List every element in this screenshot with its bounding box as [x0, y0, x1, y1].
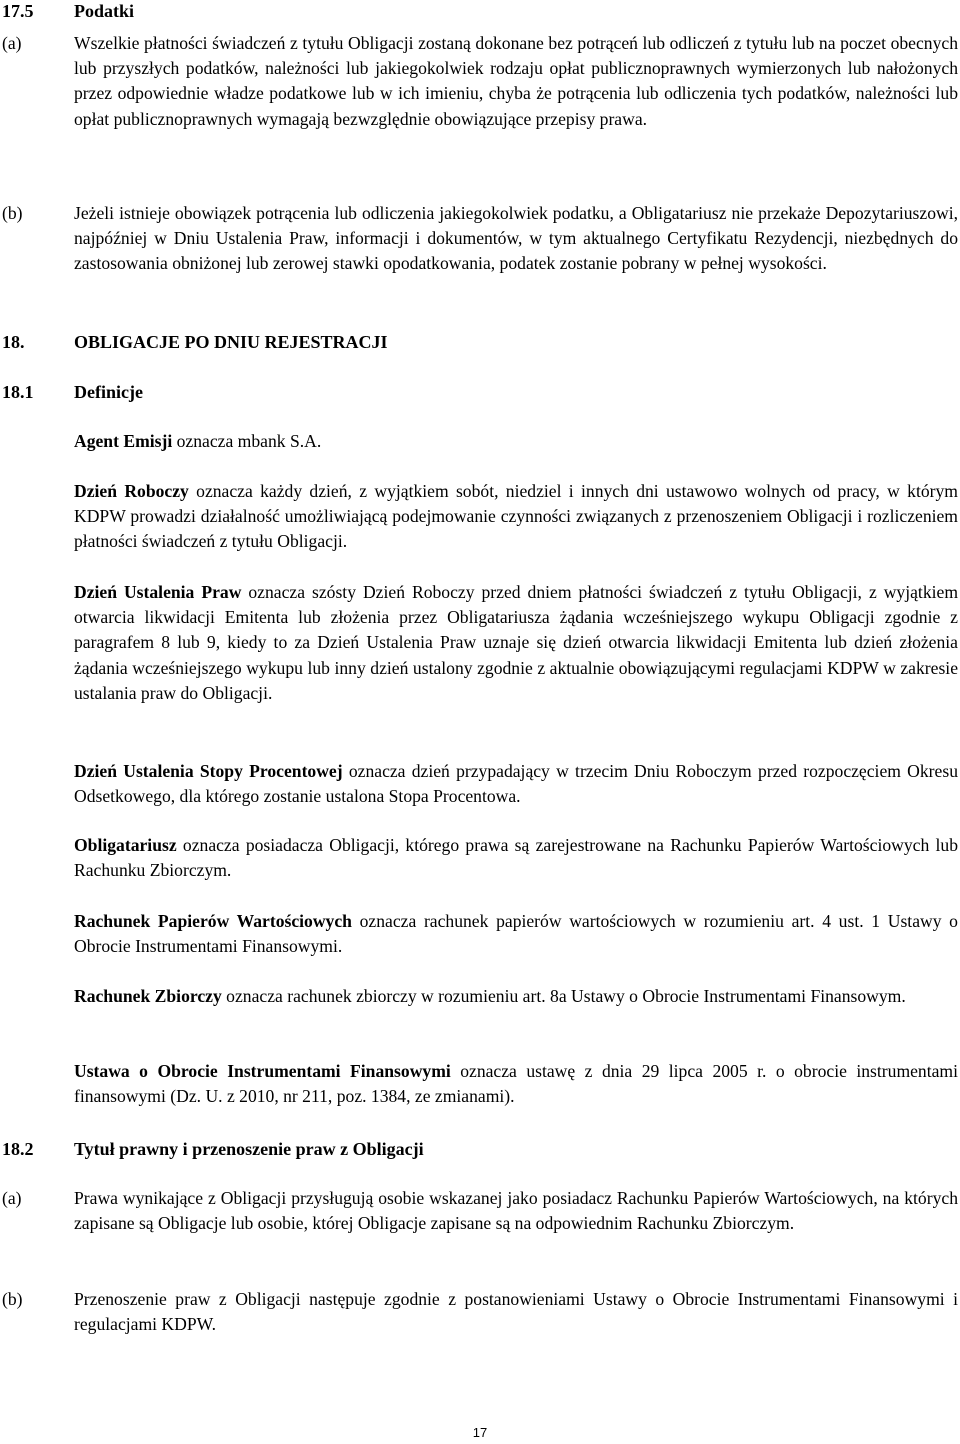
definition-dzien-ustalenia-praw — [74, 580, 958, 706]
item-a-label: (a) — [2, 1188, 22, 1208]
section-17-5-number: 17.5 — [2, 1, 34, 21]
page-number: 17 — [472, 1425, 488, 1440]
section-18-title: OBLIGACJE PO DNIU REJESTRACJI — [74, 332, 388, 352]
definition-text: oznacza każdy dzień, z wyjątkiem sobót, niedziel i innych dni ustawowo wolnych od pracy, w którym KDPW prowadzi działalność umożliwiającą podejmowanie czynności związanych z przenoszeniem Obligacji i rozliczeniem płatności świadczeń z tytułu Obligacji. — [74, 481, 958, 552]
definition-term: Dzień Roboczy — [74, 481, 189, 501]
definition-term: Dzień Ustalenia Stopy Procentowej — [74, 761, 343, 781]
definition-term: Ustawa o Obrocie Instrumentami Finansowymi — [74, 1061, 451, 1081]
definition-ustawa — [74, 1059, 958, 1109]
item-a-label: (a) — [2, 33, 22, 53]
definition-term: Agent Emisji — [74, 431, 173, 451]
item-a-text: Prawa wynikające z Obligacji przysługują osobie wskazanej jako posiadacz Rachunku Papierów Wartościowych, na których zapisane są Obligacje lub osobie, której Obligacje zapisane są na odpowiednim Rachunku Zbiorczym. — [74, 1188, 958, 1234]
definition-text: oznacza posiadacza Obligacji, którego prawa są zarejestrowane na Rachunku Papierów Wartościowych lub Rachunku Zbiorczym. — [74, 835, 958, 881]
definition-text: oznacza ustawę z dnia 29 lipca 2005 r. o obrocie instrumentami finansowymi (Dz. U. z 2010, nr 211, poz. 1384, ze zmianami). — [74, 1061, 958, 1107]
item-a-text: Wszelkie płatności świadczeń z tytułu Obligacji zostaną dokonane bez potrąceń lub odliczeń z tytułu lub na poczet obecnych lub przyszłych podatków, należności lub jakiegokolwiek rodzaju opłat publicznoprawnych wymierzonych lub nałożonych przez odpowiednie władze podatkowe lub w ich imieniu, chyba że potrącenia lub odliczenia tych podatków, należności lub opłat publicznoprawnych wymagają bezwzględnie obowiązujące przepisy prawa. — [74, 33, 958, 129]
definition-text: oznacza rachunek zbiorczy w rozumieniu art. 8a Ustawy o Obrocie Instrumentami Finansowym. — [221, 986, 906, 1006]
definition-dzien-ustalenia-stopy — [74, 759, 958, 809]
item-b-label: (b) — [2, 203, 23, 223]
section-18-1-title: Definicje — [74, 382, 143, 402]
definition-obligatariusz — [74, 833, 958, 883]
item-b-label: (b) — [2, 1289, 23, 1309]
definition-text: oznacza szósty Dzień Roboczy przed dniem płatności świadczeń z tytułu Obligacji, z wyjątkiem otwarcia likwidacji Emitenta lub złożenia przez Obligatariusza żądania wcześniejszego wykupu Obligacji zgodnie z paragrafem 8 lub 9, kiedy to za Dzień Ustalenia Praw uznaje się dzień otwarcia likwidacji Emitenta lub dzień złożenia żądania wcześniejszego wykupu lub inny dzień ustalony zgodnie z aktualnie obowiązującymi regulacjami KDPW w zakresie ustalania praw do Obligacji. — [74, 582, 958, 703]
definition-term: Obligatariusz — [74, 835, 177, 855]
definition-term: Dzień Ustalenia Praw — [74, 582, 242, 602]
definition-term: Rachunek Zbiorczy — [74, 986, 222, 1006]
definition-rachunek-papierow — [74, 909, 958, 959]
definition-agent-emisji — [74, 429, 958, 454]
definition-text: oznacza dzień przypadający w trzecim Dniu Roboczym przed rozpoczęciem Okresu Odsetkowego, dla którego zostanie ustalona Stopa Procentowa. — [74, 761, 958, 807]
definition-text: oznacza rachunek papierów wartościowych w rozumieniu art. 4 ust. 1 Ustawy o Obrocie Instrumentami Finansowymi. — [74, 911, 958, 957]
definition-rachunek-zbiorczy — [74, 984, 958, 1009]
section-17-5-title: Podatki — [74, 1, 135, 21]
item-b-text: Przenoszenie praw z Obligacji następuje zgodnie z postanowieniami Ustawy o Obrocie Instrumentami Finansowymi i regulacjami KDPW. — [74, 1289, 958, 1335]
section-18-2-title: Tytuł prawny i przenoszenie praw z Obligacji — [74, 1139, 424, 1159]
section-18-2-number: 18.2 — [2, 1139, 34, 1159]
definition-term: Rachunek Papierów Wartościowych — [74, 911, 352, 931]
section-18-1-number: 18.1 — [2, 382, 34, 402]
section-18-number: 18. — [2, 332, 25, 352]
definition-text: oznacza mbank S.A. — [172, 431, 322, 451]
item-b-text: Jeżeli istnieje obowiązek potrącenia lub odliczenia jakiegokolwiek podatku, a Obligatariusz nie przekaże Depozytariuszowi, najpóźniej w Dniu Ustalenia Praw, informacji i dokumentów, w tym aktualnego Certyfikatu Rezydencji, niezbędnych do zastosowania obniżonej lub zerowej stawki opodatkowania, podatek zostanie pobrany w pełnej wysokości. — [74, 203, 958, 274]
definition-dzien-roboczy — [74, 479, 958, 555]
